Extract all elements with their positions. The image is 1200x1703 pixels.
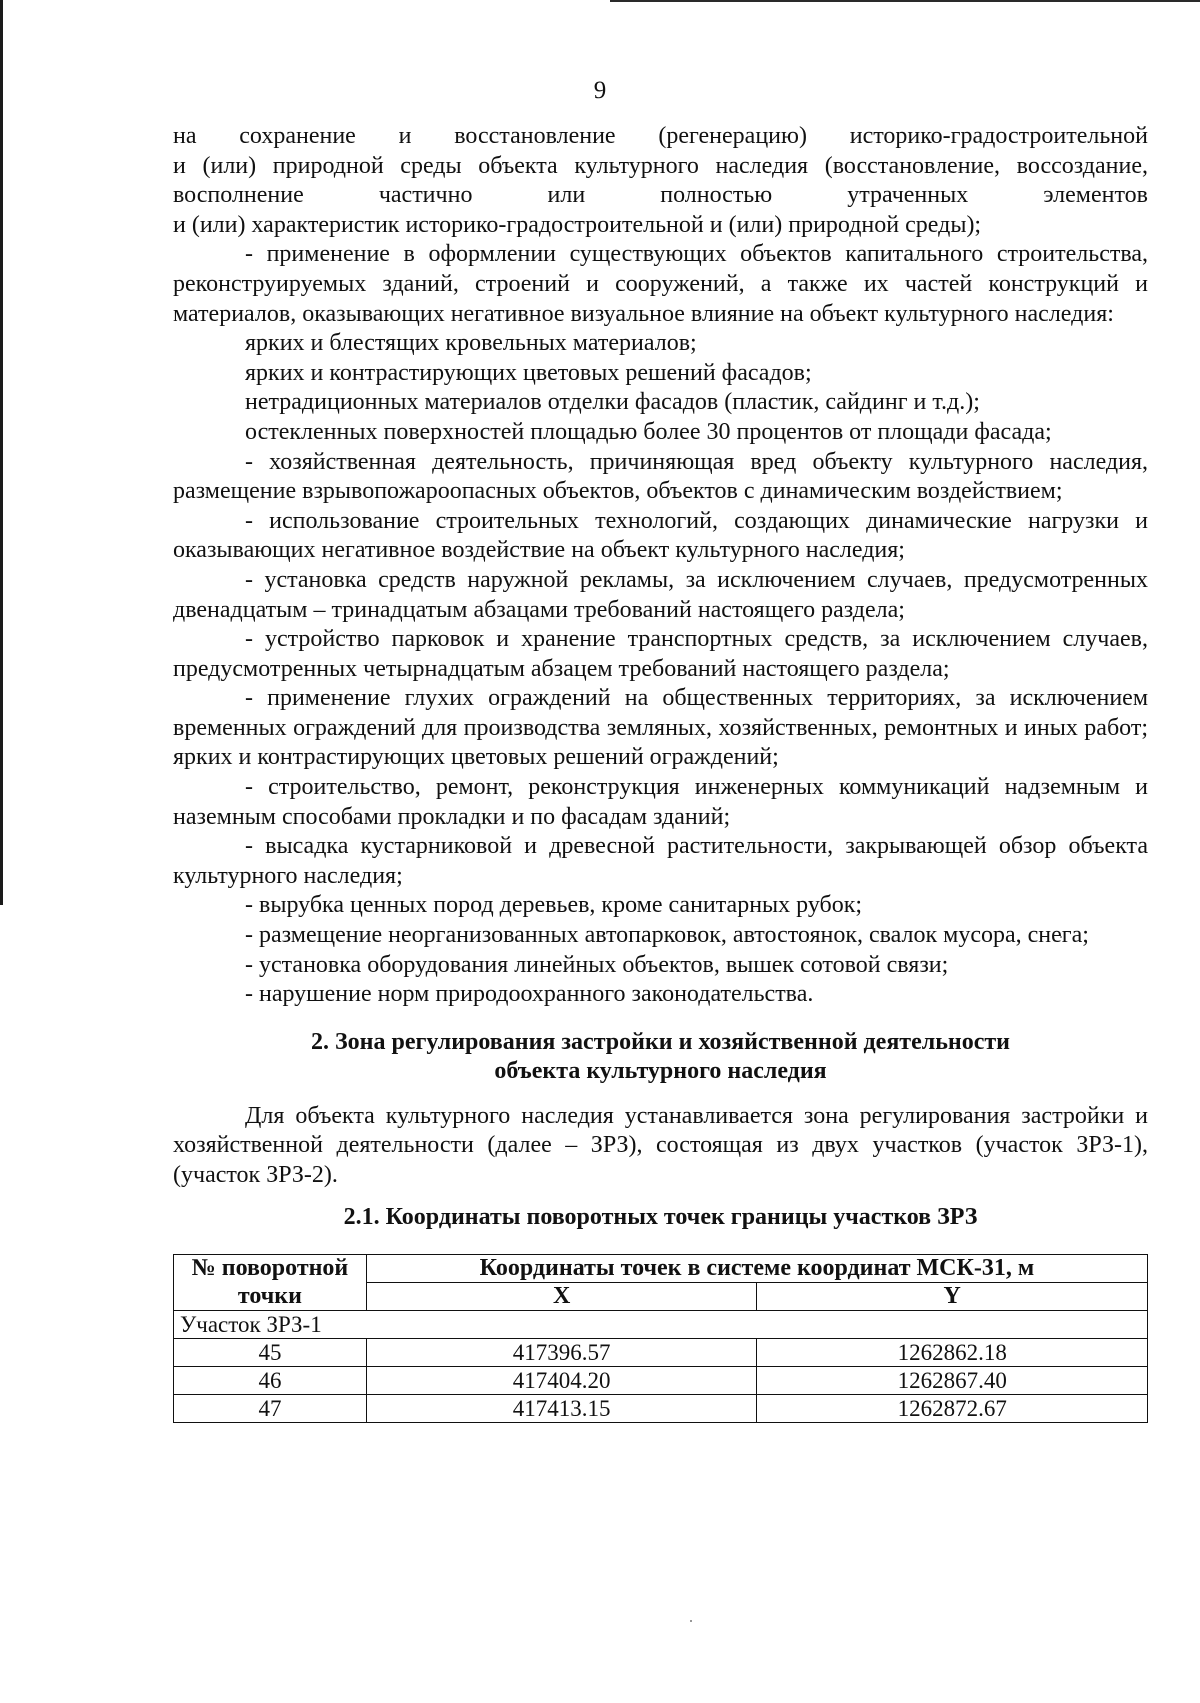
paragraph: остекленных поверхностей площадью более 30 процентов от площади фасада; (245, 418, 1052, 445)
paragraph: - хозяйственная деятельность, причиняющая вред объекту культурного наследия, размещение взрывопожароопасных объектов, объектов с динамическим воздействием; (173, 448, 1148, 505)
paragraph: на сохранение и восстановление (регенерацию) историко-градостроительной (173, 123, 1148, 149)
table-title: 2.1. Координаты поворотных точек границы участков ЗРЗ (343, 1203, 978, 1230)
paragraph: - применение глухих ограждений на общественных территориях, за исключением временных ограждений для производства земляных, хозяйственных, ремонтных и иных работ; ярких и контрастирующих цветовых решений ограждений; (173, 685, 1148, 771)
coordinates-table (173, 1254, 1148, 1423)
restrictions-list (173, 122, 1148, 1010)
section-heading-line2: объекта культурного наследия (494, 1057, 827, 1084)
table-subheader-row (174, 1283, 1148, 1311)
point-number-header-cont: точки (174, 1283, 367, 1311)
section-paragraph: Для объекта культурного наследия устанавливается зона регулирования застройки и хозяйственной деятельности (далее – ЗРЗ), состоящая из двух участков (участок ЗРЗ-1), (участок ЗРЗ-2). (173, 1102, 1148, 1188)
y-header: Y (757, 1283, 1148, 1311)
x-header: X (366, 1283, 757, 1311)
table-row (174, 1367, 1148, 1395)
paragraph: - установка оборудования линейных объектов, вышек сотовой связи; (245, 951, 949, 978)
point-number-header (174, 1255, 367, 1283)
table-body (174, 1311, 1148, 1423)
point-number-header-line1: № поворотной (191, 1255, 349, 1282)
y-coordinate-cell: 1262862.18 (757, 1339, 1148, 1367)
x-coordinate-cell: 417396.57 (366, 1339, 757, 1367)
x-coordinate-cell: 417413.15 (366, 1395, 757, 1423)
point-number-cell: 46 (174, 1367, 367, 1395)
paragraph: - использование строительных технологий, создающих динамические нагрузки и оказывающих негативное воздействие на объект культурного наследия; (173, 507, 1148, 564)
paragraph: - вырубка ценных пород деревьев, кроме санитарных рубок; (245, 892, 863, 919)
paragraph: восполнение частично или полностью утраченных элементов (173, 182, 1148, 209)
scan-left-edge (0, 0, 3, 905)
y-coordinate-cell: 1262872.67 (757, 1395, 1148, 1423)
paragraph: - устройство парковок и хранение транспортных средств, за исключением случаев, предусмотренных четырнадцатым абзацем требований настоящего раздела; (173, 626, 1148, 682)
paragraph: - применение в оформлении существующих объектов капитального строительства, реконструируемых зданий, строений и сооружений, а также их частей конструкций и материалов, оказывающих негативное визуальное влияние на объект культурного наследия: (173, 241, 1148, 327)
paragraph: нетрадиционных материалов отделки фасадов (пластик, сайдинг и т.д.); (245, 389, 980, 416)
point-number-cell: 45 (174, 1339, 367, 1367)
paragraph: ярких и контрастирующих цветовых решений фасадов; (245, 359, 812, 386)
paragraph: и (или) природной среды объекта культурного наследия (восстановление, воссоздание, (173, 152, 1148, 179)
paragraph: ярких и блестящих кровельных материалов; (245, 330, 697, 357)
section-heading-line1: 2. Зона регулирования застройки и хозяйственной деятельности (310, 1028, 1011, 1055)
scan-top-edge (610, 0, 1200, 2)
table-row (174, 1339, 1148, 1367)
page-number: 9 (593, 77, 607, 104)
coords-system-header: Координаты точек в системе координат МСК-31, м (366, 1255, 1147, 1283)
paragraph: - размещение неорганизованных автопарковок, автостоянок, свалок мусора, снега; (245, 922, 1089, 949)
document-body (173, 122, 1148, 1423)
paragraph: - высадка кустарниковой и древесной растительности, закрывающей обзор объекта культурного наследия; (173, 833, 1148, 889)
scan-speck (690, 1620, 692, 1622)
table-section-row (174, 1311, 1148, 1339)
point-number-cell: 47 (174, 1395, 367, 1423)
y-coordinate-cell: 1262867.40 (757, 1367, 1148, 1395)
paragraph: и (или) характеристик историко-градостроительной и (или) природной среды); (173, 211, 982, 238)
table-row (174, 1395, 1148, 1423)
paragraph: - строительство, ремонт, реконструкция инженерных коммуникаций надземным и наземным способами прокладки и по фасадам зданий; (173, 774, 1148, 830)
paragraph: - нарушение норм природоохранного законодательства. (245, 981, 814, 1008)
section-heading (173, 1028, 1148, 1086)
section-label: Участок ЗРЗ-1 (174, 1311, 367, 1339)
table-header-row (174, 1255, 1148, 1283)
paragraph: - установка средств наружной рекламы, за исключением случаев, предусмотренных двенадцатым – тринадцатым абзацами требований настоящего раздела; (173, 566, 1148, 623)
x-coordinate-cell: 417404.20 (366, 1367, 757, 1395)
section-row-blank (366, 1311, 1147, 1339)
